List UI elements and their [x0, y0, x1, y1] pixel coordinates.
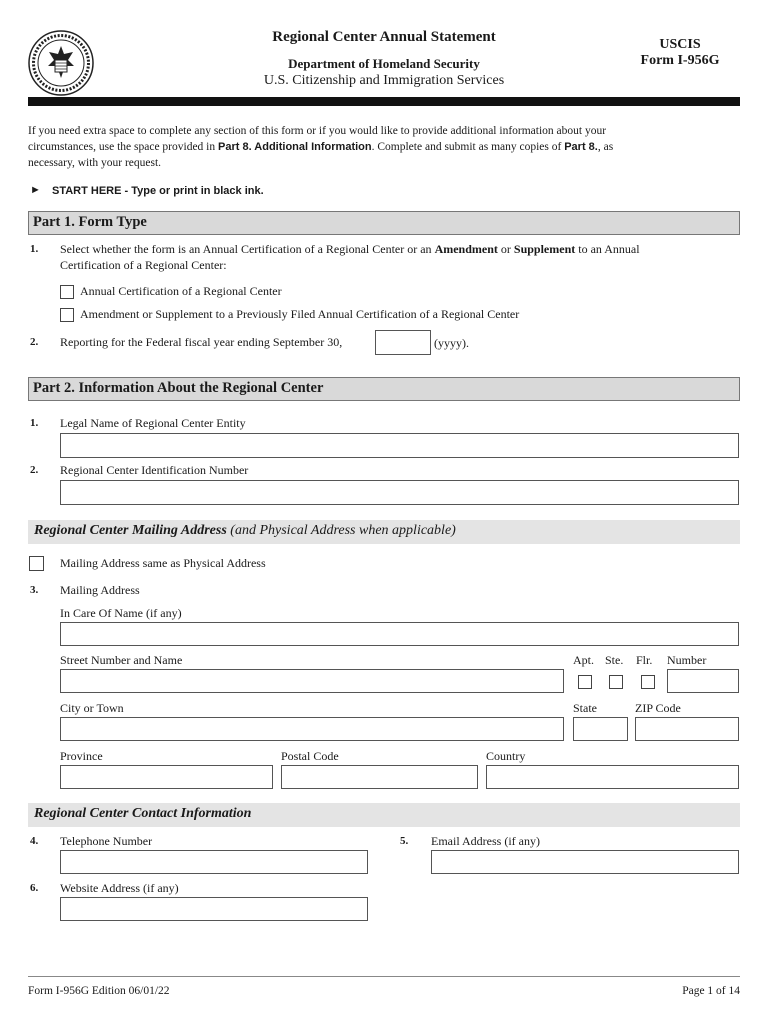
- part1-q2-number: 2.: [30, 336, 39, 348]
- state-select[interactable]: [573, 717, 628, 741]
- part1-q1-number: 1.: [30, 243, 39, 255]
- contact-section-heading: Regional Center Contact Information: [28, 803, 740, 827]
- email-input[interactable]: [431, 850, 739, 874]
- annual-certification-label: Annual Certification of a Regional Center: [80, 284, 282, 298]
- telephone-input[interactable]: [60, 850, 368, 874]
- zip-input[interactable]: [635, 717, 739, 741]
- header-rule: [28, 97, 740, 106]
- postal-code-label: Postal Code: [281, 749, 339, 763]
- department-name: Department of Homeland Security: [288, 56, 480, 71]
- annual-certification-checkbox[interactable]: [60, 285, 74, 299]
- part2-q2-number: 2.: [30, 464, 39, 476]
- apt-label: Apt.: [573, 653, 594, 667]
- start-here-instruction: START HERE - Type or print in black ink.: [52, 185, 264, 197]
- part1-header: Part 1. Form Type: [28, 211, 740, 235]
- footer-page-number: Page 1 of 14: [682, 985, 740, 997]
- mailing-q3-number: 3.: [30, 584, 39, 596]
- email-label: Email Address (if any): [431, 834, 540, 848]
- contact-q5-number: 5.: [400, 835, 409, 847]
- care-of-input[interactable]: [60, 622, 739, 646]
- flr-checkbox[interactable]: [641, 675, 655, 689]
- telephone-label: Telephone Number: [60, 834, 153, 848]
- contact-q4-number: 4.: [30, 835, 39, 847]
- amendment-supplement-label: Amendment or Supplement to a Previously Filed Annual Certification of a Regional Center: [80, 307, 520, 321]
- website-input[interactable]: [60, 897, 368, 921]
- unit-number-input[interactable]: [667, 669, 739, 693]
- start-arrow-icon: ►: [30, 184, 41, 196]
- country-label: Country: [486, 749, 526, 763]
- country-input[interactable]: [486, 765, 739, 789]
- fiscal-year-label: Reporting for the Federal fiscal year ending September 30,: [60, 335, 343, 349]
- amendment-supplement-checkbox[interactable]: [60, 308, 74, 322]
- footer-edition: Form I-956G Edition 06/01/22: [28, 985, 170, 997]
- fiscal-year-format-hint: (yyyy).: [434, 336, 469, 350]
- part1-q1-text-line2: Certification of a Regional Center:: [60, 258, 227, 272]
- form-number: Form I-956G: [640, 53, 720, 68]
- intro-paragraph: If you need extra space to complete any section of this form or if you would like to provide additional information about your circumstances, use the space provided in Part 8. Additional Information. Complete and submit as many copies of Part 8., as necessary, with your request.: [28, 125, 614, 169]
- unit-number-label: Number: [667, 653, 707, 667]
- part1-q1-text: Select whether the form is an Annual Certification of a Regional Center or an Amendment or Supplement to an Annual: [60, 242, 640, 256]
- footer-rule: [28, 976, 740, 977]
- center-id-label: Regional Center Identification Number: [60, 463, 249, 477]
- ste-checkbox[interactable]: [609, 675, 623, 689]
- fiscal-year-input[interactable]: [375, 330, 431, 355]
- legal-name-input[interactable]: [60, 433, 739, 458]
- street-input[interactable]: [60, 669, 564, 693]
- city-label: City or Town: [60, 701, 124, 715]
- same-as-physical-checkbox[interactable]: [29, 556, 44, 571]
- care-of-label: In Care Of Name (if any): [60, 606, 182, 620]
- agency-name: U.S. Citizenship and Immigration Services: [263, 73, 505, 88]
- same-as-physical-label: Mailing Address same as Physical Address: [60, 556, 266, 570]
- legal-name-label: Legal Name of Regional Center Entity: [60, 416, 246, 430]
- contact-q6-number: 6.: [30, 882, 39, 894]
- mailing-address-section-heading: Regional Center Mailing Address (and Physical Address when applicable): [28, 520, 740, 544]
- ste-label: Ste.: [605, 653, 624, 667]
- part2-header: Part 2. Information About the Regional Center: [28, 377, 740, 401]
- city-input[interactable]: [60, 717, 564, 741]
- center-id-input[interactable]: [60, 480, 739, 505]
- zip-label: ZIP Code: [635, 701, 681, 715]
- province-label: Province: [60, 749, 103, 763]
- part2-q1-number: 1.: [30, 417, 39, 429]
- street-label: Street Number and Name: [60, 653, 183, 667]
- website-label: Website Address (if any): [60, 881, 179, 895]
- flr-label: Flr.: [636, 653, 653, 667]
- mailing-address-label: Mailing Address: [60, 583, 140, 597]
- province-input[interactable]: [60, 765, 273, 789]
- apt-checkbox[interactable]: [578, 675, 592, 689]
- uscis-label: USCIS: [659, 37, 701, 52]
- form-title: Regional Center Annual Statement: [272, 29, 496, 45]
- postal-code-input[interactable]: [281, 765, 478, 789]
- state-label: State: [573, 701, 597, 715]
